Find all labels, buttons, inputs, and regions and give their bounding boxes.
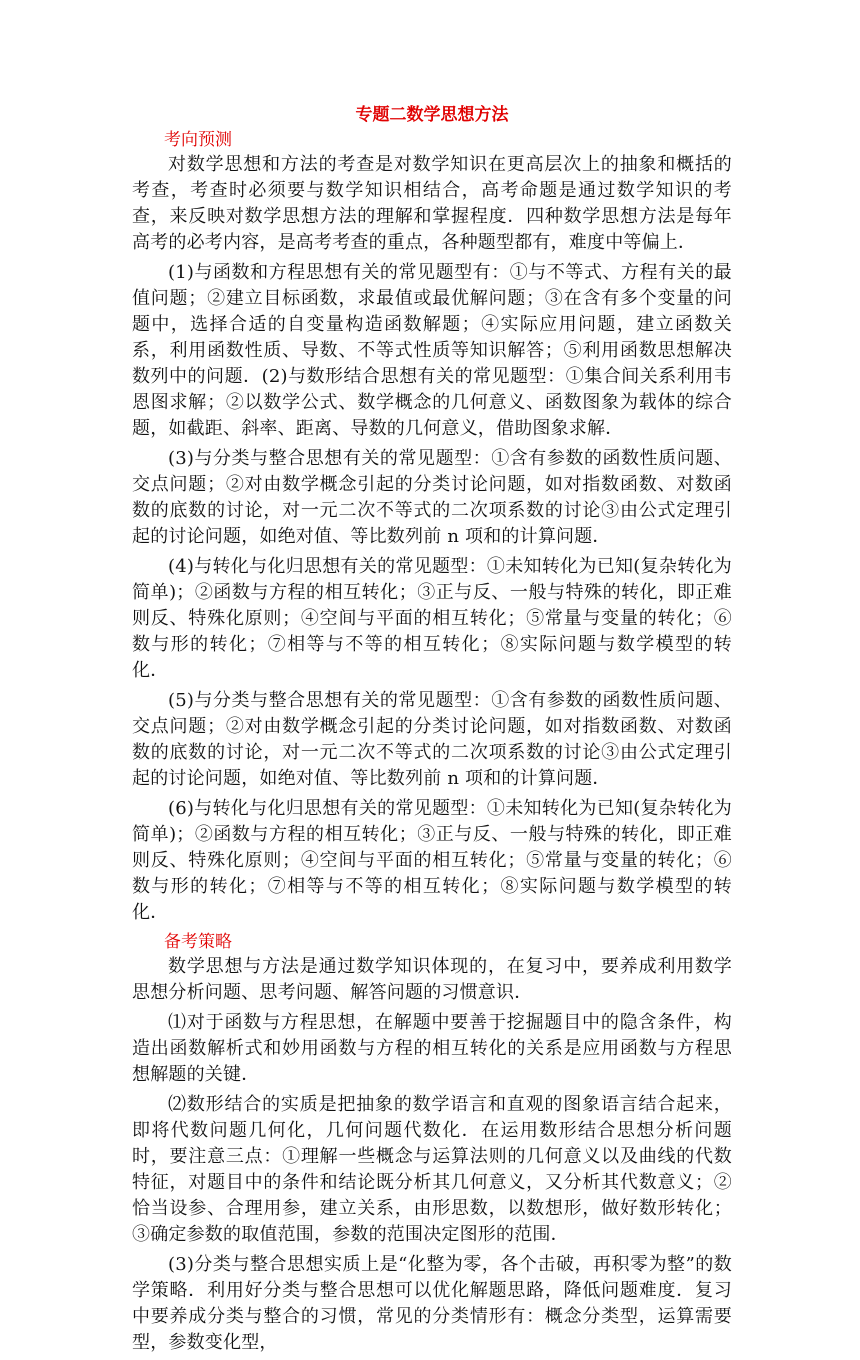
section-heading: 考向预测: [164, 130, 232, 150]
paragraph: (3)与分类与整合思想有关的常见题型：①含有参数的函数性质问题、交点问题；②对由数学概念引起的分类讨论问题，如对指数函数、对数函数的底数的讨论，对一元二次不等式的二次项系数的讨论③由公式定理引起的讨论问题，如绝对值、等比数列前 n 项和的计算问题．: [132, 448, 732, 547]
paragraph: ⑴对于函数与方程思想，在解题中要善于挖掘题目中的隐含条件，构造出函数解析式和妙用函数与方程的相互转化的关系是应用函数与方程思想解题的关键．: [132, 1012, 732, 1085]
section-review-strategy: [132, 930, 732, 1356]
paragraph: 对数学思想和方法的考查是对数学知识在更高层次上的抽象和概括的考查，考查时必须要与数学知识相结合，高考命题是通过数学知识的考查，来反映对数学思想方法的理解和掌握程度．四种数学思想方法是每年高考的必考内容，是高考考查的重点，各种题型都有，难度中等偏上．: [132, 154, 732, 253]
document-page: [132, 102, 732, 1360]
paragraph: (3)分类与整合思想实质上是“化整为零，各个击破，再积零为整”的数学策略．利用好分类与整合思想可以优化解题思路，降低问题难度．复习中要养成分类与整合的习惯，常见的分类情形有：概念分类型，运算需要型，参数变化型，: [132, 1254, 732, 1353]
paragraph: (5)与分类与整合思想有关的常见题型：①含有参数的函数性质问题、交点问题；②对由数学概念引起的分类讨论问题，如对指数函数、对数函数的底数的讨论，对一元二次不等式的二次项系数的讨论③由公式定理引起的讨论问题，如绝对值、等比数列前 n 项和的计算问题．: [132, 690, 732, 789]
paragraph: ⑵数形结合的实质是把抽象的数学语言和直观的图象语言结合起来，即将代数问题几何化，几何问题代数化．在运用数形结合思想分析问题时，要注意三点：①理解一些概念与运算法则的几何意义以及曲线的代数特征，对题目中的条件和结论既分析其几何意义，又分析其代数意义；②恰当设参、合理用参，建立关系，由形思数，以数想形，做好数形转化；③确定参数的取值范围，参数的范围决定图形的范围．: [132, 1094, 732, 1245]
paragraph: 数学思想与方法是通过数学知识体现的，在复习中，要养成利用数学思想分析问题、思考问题、解答问题的习惯意识．: [132, 956, 732, 1003]
section-heading: 备考策略: [164, 932, 232, 952]
paragraph: (6)与转化与化归思想有关的常见题型：①未知转化为已知(复杂转化为简单)；②函数与方程的相互转化；③正与反、一般与特殊的转化，即正难则反、特殊化原则；④空间与平面的相互转化；⑤常量与变量的转化；⑥数与形的转化；⑦相等与不等的相互转化；⑧实际问题与数学模型的转化．: [132, 798, 732, 923]
paragraph: (1)与函数和方程思想有关的常见题型有：①与不等式、方程有关的最值问题；②建立目标函数，求最值或最优解问题；③在含有多个变量的问题中，选择合适的自变量构造函数解题；④实际应用问题，建立函数关系，利用函数性质、导数、不等式性质等知识解答；⑤利用函数思想解决数列中的问题．(2)与数形结合思想有关的常见题型：①集合间关系利用韦恩图求解；②以数学公式、数学概念的几何意义、函数图象为载体的综合题，如截距、斜率、距离、导数的几何意义，借助图象求解．: [132, 262, 732, 439]
section-exam-forecast: [132, 128, 732, 926]
page-title: 专题二数学思想方法: [355, 105, 509, 125]
paragraph: (4)与转化与化归思想有关的常见题型：①未知转化为已知(复杂转化为简单)；②函数与方程的相互转化；③正与反、一般与特殊的转化，即正难则反、特殊化原则；④空间与平面的相互转化；⑤常量与变量的转化；⑥数与形的转化；⑦相等与不等的相互转化；⑧实际问题与数学模型的转化．: [132, 556, 732, 681]
